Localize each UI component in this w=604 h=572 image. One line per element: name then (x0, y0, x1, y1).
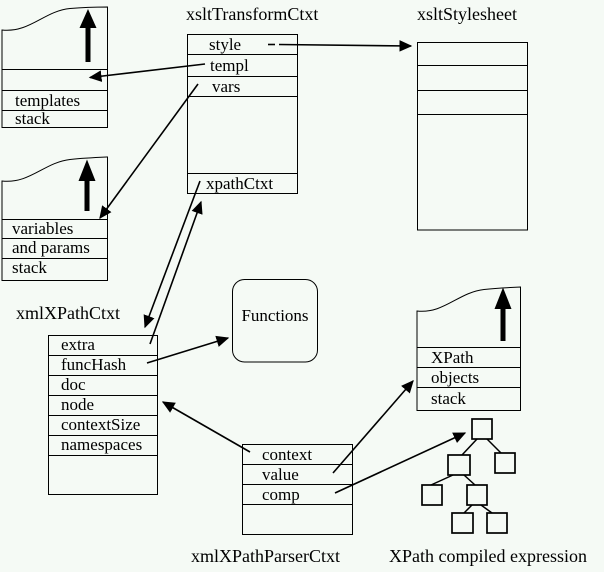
compiled-expression-tree (422, 419, 515, 533)
up-arrow-icon (80, 9, 97, 62)
tree-edge (462, 439, 477, 455)
stylesheet-outline (418, 43, 528, 231)
transform-ctxt-row-label: vars (212, 77, 241, 96)
stylesheet-title: xsltStylesheet (417, 4, 517, 24)
xpath-ctxt-row-label: node (61, 395, 95, 414)
tree-node (495, 453, 515, 473)
parser-ctxt-row-label: comp (262, 485, 300, 504)
transform-ctxt-row-label: templ (210, 56, 249, 75)
xpath-ctxt-row-label: doc (61, 375, 86, 394)
parser-ctxt-row-label: value (262, 465, 299, 484)
up-arrow-icon (495, 288, 512, 342)
arrow-xmlxpathctxt-to-xpathctxt (150, 202, 201, 344)
tree-edge (464, 505, 472, 513)
functions-box-label: Functions (241, 306, 309, 325)
templates-stack-row-label: stack (15, 109, 50, 128)
transform-ctxt-row-label: style (209, 35, 242, 54)
arrow-xpathctxt-to-xmlxpathctxt (145, 181, 200, 327)
xpath-ctxt-row-label: funcHash (61, 355, 127, 374)
xpath-ctxt-title: xmlXPathCtxt (16, 303, 121, 323)
variables-stack-row-label: stack (12, 258, 47, 277)
tree-edge (481, 505, 492, 513)
objects-stack-row-label: XPath (431, 348, 474, 367)
parser-ctxt-title: xmlXPathParserCtxt (191, 546, 340, 566)
variables-stack-row-label: and params (12, 238, 90, 257)
parser-ctxt-row-label: context (262, 445, 313, 464)
tree-node (472, 419, 492, 439)
tree-node (422, 485, 442, 505)
stylesheet-box (418, 43, 528, 231)
tree-edge (487, 439, 501, 453)
transform-ctxt-title: xsltTransformCtxt (186, 4, 319, 24)
transform-ctxt-row-label: xpathCtxt (206, 174, 274, 193)
arrow-vars-to-variables-stack (100, 84, 198, 218)
pointer-arrows (90, 45, 465, 494)
xpath-ctxt-row-label: contextSize (61, 415, 141, 434)
arrow-value-to-objects-stack (333, 381, 413, 473)
objects-stack-row-label: stack (431, 389, 466, 408)
arrow-context-to-node (163, 402, 250, 452)
tree-edge (431, 475, 453, 485)
arrow-funchash-to-functions (147, 338, 228, 363)
arrow-comp-to-tree (335, 433, 465, 493)
tree-node (452, 513, 473, 533)
xpath-ctxt-row-label: extra (61, 335, 95, 354)
xpath-ctxt-row-label: namespaces (61, 435, 143, 454)
templates-stack-row-label: templates (15, 91, 81, 110)
compiled-expression-title: XPath compiled expression (389, 546, 587, 566)
up-arrow-icon (79, 160, 96, 212)
tree-edge (464, 475, 475, 485)
tree-node (448, 455, 470, 475)
tree-node (467, 485, 487, 505)
tree-node (487, 513, 507, 533)
objects-stack-row-label: objects (431, 368, 480, 387)
arrow-style-to-stylesheet (279, 45, 411, 47)
variables-stack-row-label: variables (12, 219, 74, 238)
